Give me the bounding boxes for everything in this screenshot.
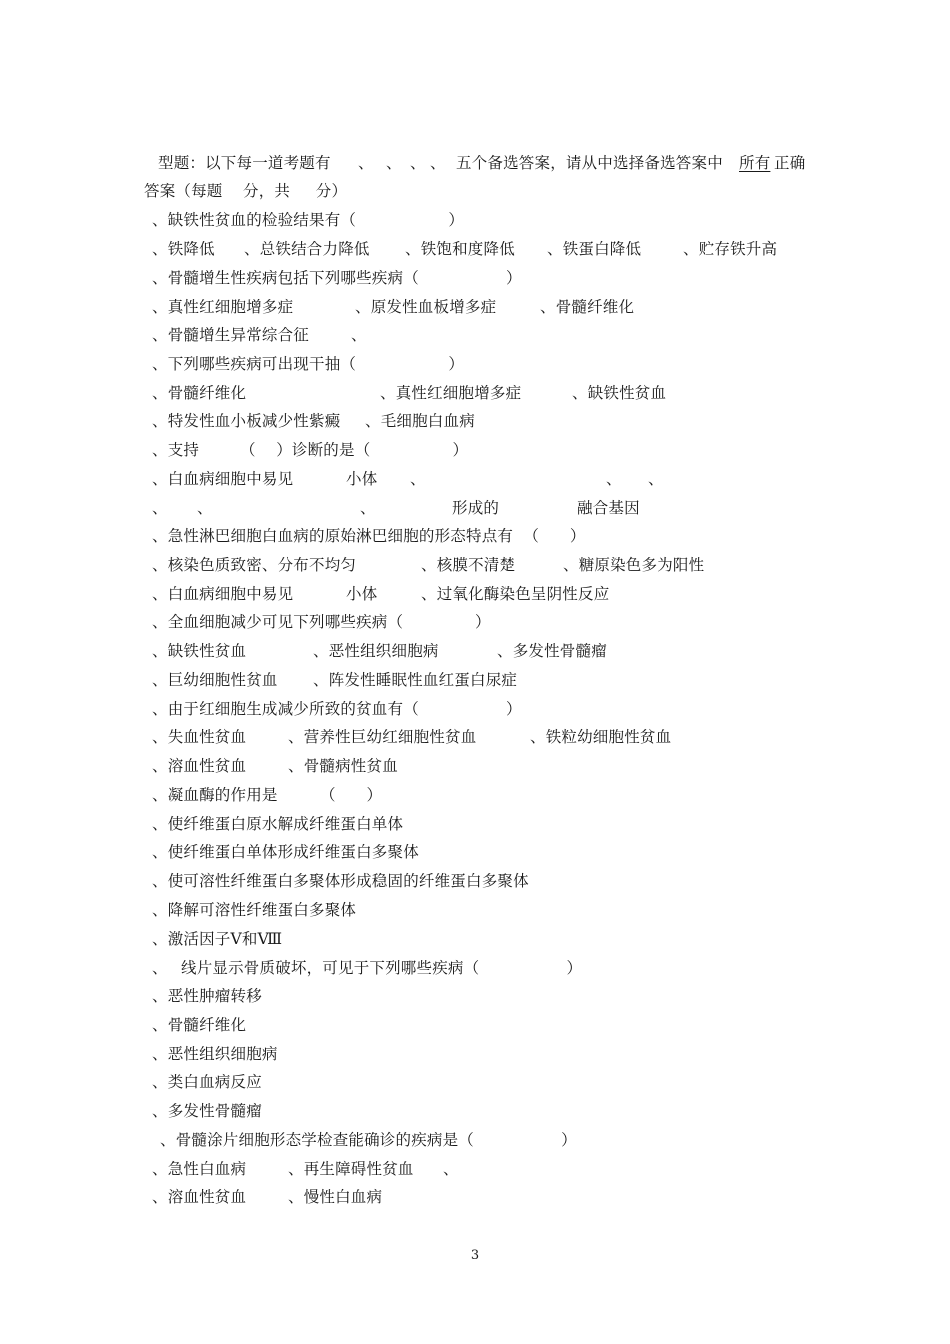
- answer-option: 线片显示骨质破坏，可见于下列哪些疾病（ ）: [181, 959, 583, 977]
- question-line: [0, 753, 950, 779]
- question-text: 、使可溶性纤维蛋白多聚体形成稳固的纤维蛋白多聚体: [152, 872, 529, 890]
- answer-option: 、: [606, 470, 622, 488]
- answer-option: 、糖原染色多为阳性: [563, 556, 705, 574]
- answer-option: 、骨髓病性贫血: [288, 757, 398, 775]
- answer-option: 、营养性巨幼红细胞性贫血: [288, 728, 477, 746]
- answer-option: 、缺铁性贫血: [572, 384, 667, 402]
- instruction-text: 正确: [774, 154, 806, 172]
- answer-option: 小体: [346, 585, 378, 603]
- answer-option: 融合基因: [577, 499, 640, 517]
- instruction-emphasis: 所有: [739, 154, 771, 172]
- answer-option: 、: [351, 326, 367, 344]
- question-line: [0, 265, 950, 291]
- question-text: 、失血性贫血: [152, 728, 247, 746]
- question-text: 、凝血酶的作用是: [152, 786, 278, 804]
- question-text: 、特发性血小板减少性紫癜: [152, 412, 341, 430]
- answer-option: 、骨髓纤维化: [540, 298, 635, 316]
- question-text: 、: [152, 499, 168, 517]
- question-line: [0, 1012, 950, 1038]
- instruction-text: 答案（每题 分，共 分）: [144, 182, 348, 200]
- answer-option: 、: [648, 470, 664, 488]
- answer-option: 、: [443, 1160, 459, 1178]
- page-number: 3: [470, 1248, 480, 1263]
- answer-option: 、总铁结合力降低: [244, 240, 370, 258]
- question-line: [0, 408, 950, 434]
- question-line: [0, 1098, 950, 1124]
- answer-option: 形成的: [452, 499, 500, 517]
- question-line: [0, 523, 950, 549]
- answer-option: 、毛细胞白血病: [365, 412, 475, 430]
- question-line: [0, 1127, 950, 1153]
- answer-option: 、真性红细胞增多症: [380, 384, 522, 402]
- question-text: 、溶血性贫血: [152, 1188, 247, 1206]
- question-text: 、急性淋巴细胞白血病的原始淋巴细胞的形态特点有 （ ）: [152, 527, 586, 545]
- instruction-separator: 、: [358, 154, 374, 172]
- answer-option: （ ）: [320, 786, 383, 804]
- answer-option: 、阵发性睡眠性血红蛋白尿症: [313, 671, 518, 689]
- question-text: 、巨幼细胞性贫血: [152, 671, 278, 689]
- question-line: [0, 667, 950, 693]
- question-line: [0, 495, 950, 521]
- question-text: 、骨髓增生性疾病包括下列哪些疾病（ ）: [152, 269, 522, 287]
- answer-option: 、再生障碍性贫血: [288, 1160, 414, 1178]
- question-text: 、铁降低: [152, 240, 215, 258]
- instruction-text: 型题：以下每一道考题有: [158, 154, 331, 172]
- answer-option: 、: [197, 499, 213, 517]
- question-text: 、核染色质致密、分布不均匀: [152, 556, 357, 574]
- question-text: 、缺铁性贫血: [152, 642, 247, 660]
- question-line: [0, 955, 950, 981]
- answer-option: （ ）诊断的是（ ）: [240, 441, 469, 459]
- answer-option: 、铁粒幼细胞性贫血: [530, 728, 672, 746]
- question-line: [0, 638, 950, 664]
- question-line: [0, 1156, 950, 1182]
- question-line: [0, 236, 950, 262]
- question-line: [0, 1069, 950, 1095]
- question-line: [0, 322, 950, 348]
- question-line: [0, 839, 950, 865]
- question-text: 、下列哪些疾病可出现干抽（ ）: [152, 355, 465, 373]
- question-text: 、溶血性贫血: [152, 757, 247, 775]
- question-text: 、使纤维蛋白单体形成纤维蛋白多聚体: [152, 843, 419, 861]
- instruction-separator: 、: [430, 154, 446, 172]
- question-text: 、白血病细胞中易见: [152, 585, 294, 603]
- question-line: [0, 1184, 950, 1210]
- question-line: [0, 811, 950, 837]
- question-line: [0, 294, 950, 320]
- answer-option: 、: [360, 499, 376, 517]
- question-text: 、骨髓增生异常综合征: [152, 326, 310, 344]
- question-line: [0, 926, 950, 952]
- question-line: [0, 696, 950, 722]
- question-text: 、使纤维蛋白原水解成纤维蛋白单体: [152, 815, 404, 833]
- answer-option: 、铁蛋白降低: [547, 240, 642, 258]
- question-line: [0, 724, 950, 750]
- question-line: [0, 609, 950, 635]
- answer-option: 、贮存铁升高: [683, 240, 778, 258]
- question-line: [0, 897, 950, 923]
- question-line: [0, 1041, 950, 1067]
- question-text: 、: [152, 959, 168, 977]
- question-text: 、降解可溶性纤维蛋白多聚体: [152, 901, 357, 919]
- instruction-line-2: [144, 178, 348, 204]
- question-line: [0, 380, 950, 406]
- question-text: 、白血病细胞中易见: [152, 470, 294, 488]
- instruction-separator: 、: [410, 154, 426, 172]
- instruction-separator: 、: [386, 154, 402, 172]
- answer-option: 、铁饱和度降低: [405, 240, 515, 258]
- question-text: 、支持: [152, 441, 200, 459]
- answer-option: 、恶性组织细胞病: [313, 642, 439, 660]
- question-text: 、类白血病反应: [152, 1073, 262, 1091]
- question-text: 、全血细胞减少可见下列哪些疾病（ ）: [152, 613, 491, 631]
- answer-option: 、慢性白血病: [288, 1188, 383, 1206]
- answer-option: 小体: [346, 470, 378, 488]
- question-text: 、缺铁性贫血的检验结果有（ ）: [152, 211, 465, 229]
- answer-option: 、核膜不清楚: [421, 556, 516, 574]
- question-line: [0, 552, 950, 578]
- question-text: 、骨髓纤维化: [152, 1016, 247, 1034]
- question-line: [0, 983, 950, 1009]
- answer-option: 、过氧化酶染色呈阴性反应: [421, 585, 610, 603]
- question-line: [0, 581, 950, 607]
- question-text: 、真性红细胞增多症: [152, 298, 294, 316]
- question-text: 、恶性肿瘤转移: [152, 987, 262, 1005]
- question-line: [0, 466, 950, 492]
- question-text: 、骨髓纤维化: [152, 384, 247, 402]
- question-line: [0, 351, 950, 377]
- question-line: [0, 437, 950, 463]
- answer-option: 、: [410, 470, 426, 488]
- question-text: 、由于红细胞生成减少所致的贫血有（ ）: [152, 700, 522, 718]
- question-text: 、骨髓涂片细胞形态学检查能确诊的疾病是（ ）: [160, 1131, 577, 1149]
- question-text: 、激活因子Ⅴ和Ⅷ: [152, 930, 283, 948]
- answer-option: 、多发性骨髓瘤: [497, 642, 607, 660]
- question-line: [0, 207, 950, 233]
- question-text: 、多发性骨髓瘤: [152, 1102, 262, 1120]
- instruction-text: 五个备选答案，请从中选择备选答案中: [456, 154, 723, 172]
- question-line: [0, 868, 950, 894]
- question-text: 、恶性组织细胞病: [152, 1045, 278, 1063]
- question-line: [0, 782, 950, 808]
- question-text: 、急性白血病: [152, 1160, 247, 1178]
- answer-option: 、原发性血板增多症: [355, 298, 497, 316]
- instruction-line-1: [158, 150, 858, 176]
